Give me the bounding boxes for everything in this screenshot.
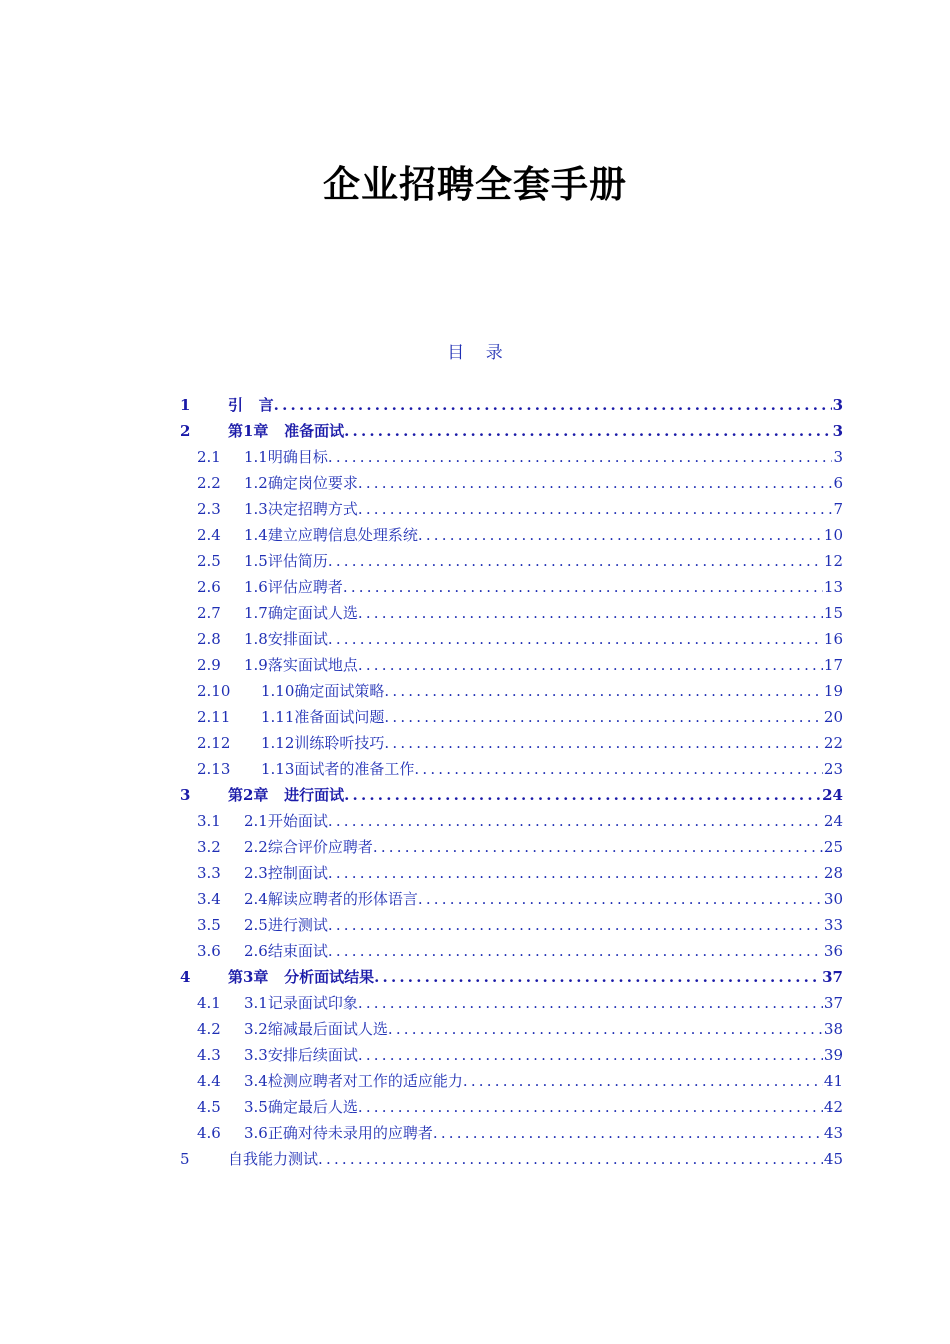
toc-entry-number: 2.8 — [197, 630, 221, 648]
toc-entry[interactable] — [180, 444, 843, 470]
toc-dot-leader — [344, 418, 831, 444]
toc-dot-leader — [343, 574, 823, 600]
toc-entry-title: 1.8安排面试 — [244, 630, 328, 648]
toc-dot-leader — [328, 938, 823, 964]
toc-entry-page: 7 — [833, 500, 843, 518]
toc-dot-leader — [358, 470, 833, 496]
toc-entry-title: 3.4检测应聘者对工作的适应能力 — [244, 1072, 463, 1090]
toc-dot-leader — [274, 392, 832, 418]
toc-entry-title: 2.4解读应聘者的形体语言 — [244, 890, 418, 908]
toc-entry-title: 第1章 准备面试 — [228, 422, 345, 440]
toc-dot-leader — [414, 756, 823, 782]
toc-entry[interactable] — [180, 704, 843, 730]
toc-entry-page: 20 — [823, 708, 843, 726]
toc-entry-page: 24 — [823, 812, 843, 830]
toc-entry-page: 38 — [823, 1020, 843, 1038]
toc-entry-title: 2.3控制面试 — [244, 864, 328, 882]
toc-dot-leader — [328, 444, 833, 470]
toc-entry[interactable] — [180, 782, 843, 808]
toc-entry-title: 2.1开始面试 — [244, 812, 328, 830]
toc-entry-title: 自我能力测试 — [228, 1150, 319, 1168]
toc-entry-number: 1 — [180, 396, 191, 414]
toc-entry-number: 4.3 — [197, 1046, 221, 1064]
toc-entry-title: 1.2确定岗位要求 — [244, 474, 358, 492]
toc-dot-leader — [328, 626, 823, 652]
toc-entry-page: 39 — [823, 1046, 843, 1064]
toc-dot-leader — [374, 964, 821, 990]
toc-dot-leader — [358, 1094, 823, 1120]
toc-entry-page: 24 — [822, 786, 843, 804]
toc-entry-number: 2.1 — [197, 448, 221, 466]
toc-entry-number: 3.2 — [197, 838, 221, 856]
toc-entry-title: 1.5评估简历 — [244, 552, 328, 570]
toc-dot-leader — [328, 912, 823, 938]
toc-entry-page: 3 — [833, 448, 843, 466]
toc-entry-number: 3.6 — [197, 942, 221, 960]
toc-entry-number: 5 — [180, 1150, 190, 1168]
toc-dot-leader — [373, 834, 823, 860]
toc-dot-leader — [384, 678, 823, 704]
toc-entry-title: 1.10确定面试策略 — [261, 682, 385, 700]
toc-entry-title: 3.6正确对待未录用的应聘者 — [244, 1124, 433, 1142]
toc-entry-number: 3.5 — [197, 916, 221, 934]
toc-dot-leader — [358, 600, 823, 626]
toc-dot-leader — [328, 808, 823, 834]
toc-entry[interactable] — [180, 1094, 843, 1120]
toc-entry[interactable] — [180, 834, 843, 860]
toc-entry-number: 4.4 — [197, 1072, 221, 1090]
toc-entry[interactable] — [180, 1016, 843, 1042]
toc-dot-leader — [344, 782, 821, 808]
toc-dot-leader — [328, 548, 823, 574]
toc-entry-title: 3.5确定最后人选 — [244, 1098, 358, 1116]
toc-entry-number: 4.6 — [197, 1124, 221, 1142]
toc-dot-leader — [358, 496, 833, 522]
toc-entry-number: 4 — [180, 968, 191, 986]
toc-entry-number: 2.4 — [197, 526, 221, 544]
toc-entry-title: 1.6评估应聘者 — [244, 578, 343, 596]
toc-entry-number: 4.1 — [197, 994, 221, 1012]
toc-entry-title: 1.7确定面试人选 — [244, 604, 358, 622]
toc-heading: 目 录 — [447, 343, 503, 363]
toc-entry-number: 4.5 — [197, 1098, 221, 1116]
toc-entry-page: 33 — [823, 916, 843, 934]
toc-entry[interactable] — [180, 626, 843, 652]
toc-entry[interactable] — [180, 1068, 843, 1094]
toc-entry-page: 16 — [823, 630, 843, 648]
toc-entry[interactable] — [180, 392, 843, 418]
toc-entry-title: 2.5进行测试 — [244, 916, 328, 934]
toc-entry-page: 45 — [823, 1150, 843, 1168]
toc-entry-page: 25 — [823, 838, 843, 856]
toc-entry[interactable] — [180, 860, 843, 886]
toc-entry-title: 1.9落实面试地点 — [244, 656, 358, 674]
toc-entry-page: 37 — [822, 968, 843, 986]
toc-entry-number: 2.9 — [197, 656, 221, 674]
toc-entry[interactable] — [180, 1120, 843, 1146]
toc-entry-title: 引 言 — [228, 396, 274, 414]
toc-entry-page: 30 — [823, 890, 843, 908]
toc-dot-leader — [388, 1016, 823, 1042]
toc-entry[interactable] — [180, 652, 843, 678]
toc-entry-title: 1.13面试者的准备工作 — [261, 760, 415, 778]
toc-entry-title: 1.11准备面试问题 — [261, 708, 385, 726]
toc-entry[interactable] — [180, 990, 843, 1016]
toc-entry[interactable] — [180, 808, 843, 834]
toc-entry-number: 2 — [180, 422, 191, 440]
toc-entry-number: 2.11 — [197, 708, 231, 726]
toc-entry-title: 第3章 分析面试结果 — [228, 968, 375, 986]
toc-entry[interactable] — [180, 548, 843, 574]
toc-entry-page: 17 — [823, 656, 843, 674]
toc-entry-page: 23 — [823, 760, 843, 778]
toc-entry-title: 1.3决定招聘方式 — [244, 500, 358, 518]
toc-dot-leader — [358, 652, 823, 678]
toc-dot-leader — [358, 1042, 823, 1068]
toc-entry-page: 36 — [823, 942, 843, 960]
toc-dot-leader — [318, 1146, 823, 1172]
toc-dot-leader — [384, 704, 823, 730]
toc-entry-title: 2.6结束面试 — [244, 942, 328, 960]
toc-entry[interactable] — [180, 886, 843, 912]
toc-entry[interactable] — [180, 964, 843, 990]
toc-entry-page: 43 — [823, 1124, 843, 1142]
toc-entry-number: 2.6 — [197, 578, 221, 596]
toc-entry-title: 1.1明确目标 — [244, 448, 328, 466]
toc-dot-leader — [358, 990, 823, 1016]
toc-entry-number: 4.2 — [197, 1020, 221, 1038]
toc-entry-page: 6 — [833, 474, 843, 492]
toc-entry[interactable] — [180, 678, 843, 704]
toc-entry[interactable] — [180, 1146, 843, 1172]
toc-entry[interactable] — [180, 574, 843, 600]
toc-dot-leader — [433, 1120, 823, 1146]
page-title: 企业招聘全套手册 — [323, 163, 627, 206]
toc-entry-number: 2.10 — [197, 682, 231, 700]
toc-entry-number: 3.4 — [197, 890, 221, 908]
toc-entry-number: 3 — [180, 786, 191, 804]
toc-entry-page: 41 — [823, 1072, 843, 1090]
toc-dot-leader — [418, 522, 823, 548]
toc-entry-number: 2.2 — [197, 474, 221, 492]
toc-entry-page: 3 — [832, 422, 843, 440]
toc-dot-leader — [418, 886, 823, 912]
toc-entry[interactable] — [180, 470, 843, 496]
toc-entry-page: 19 — [823, 682, 843, 700]
toc-dot-leader — [463, 1068, 823, 1094]
toc-entry-title: 第2章 进行面试 — [228, 786, 345, 804]
toc-entry[interactable] — [180, 418, 843, 444]
toc-entry-page: 13 — [823, 578, 843, 596]
toc-entry-title: 3.2缩减最后面试人选 — [244, 1020, 388, 1038]
toc-entry-number: 3.3 — [197, 864, 221, 882]
toc-entry-title: 1.12训练聆听技巧 — [261, 734, 385, 752]
toc-entry[interactable] — [180, 912, 843, 938]
toc-entry[interactable] — [180, 756, 843, 782]
toc-entry-page: 42 — [823, 1098, 843, 1116]
toc-entry-page: 28 — [823, 864, 843, 882]
toc-entry[interactable] — [180, 496, 843, 522]
toc-entry-number: 2.7 — [197, 604, 221, 622]
toc-entry[interactable] — [180, 1042, 843, 1068]
toc-entry-page: 37 — [823, 994, 843, 1012]
toc-entry[interactable] — [180, 730, 843, 756]
toc-dot-leader — [384, 730, 823, 756]
toc-entry-number: 3.1 — [197, 812, 221, 830]
toc-entry-number: 2.3 — [197, 500, 221, 518]
toc-entry-title: 3.1记录面试印象 — [244, 994, 358, 1012]
toc-dot-leader — [328, 860, 823, 886]
toc-entry-number: 2.13 — [197, 760, 231, 778]
toc-entry-title: 1.4建立应聘信息处理系统 — [244, 526, 418, 544]
toc-entry[interactable] — [180, 522, 843, 548]
toc-entry-page: 15 — [823, 604, 843, 622]
toc-entry-number: 2.12 — [197, 734, 231, 752]
toc-entry-page: 10 — [823, 526, 843, 544]
toc-entry-page: 22 — [823, 734, 843, 752]
toc-entry[interactable] — [180, 600, 843, 626]
toc-entry-page: 3 — [832, 396, 843, 414]
toc-entry-title: 2.2综合评价应聘者 — [244, 838, 373, 856]
toc-entry-page: 12 — [823, 552, 843, 570]
toc-entry-number: 2.5 — [197, 552, 221, 570]
toc-entry-title: 3.3安排后续面试 — [244, 1046, 358, 1064]
toc-entry[interactable] — [180, 938, 843, 964]
table-of-contents — [180, 392, 843, 1172]
